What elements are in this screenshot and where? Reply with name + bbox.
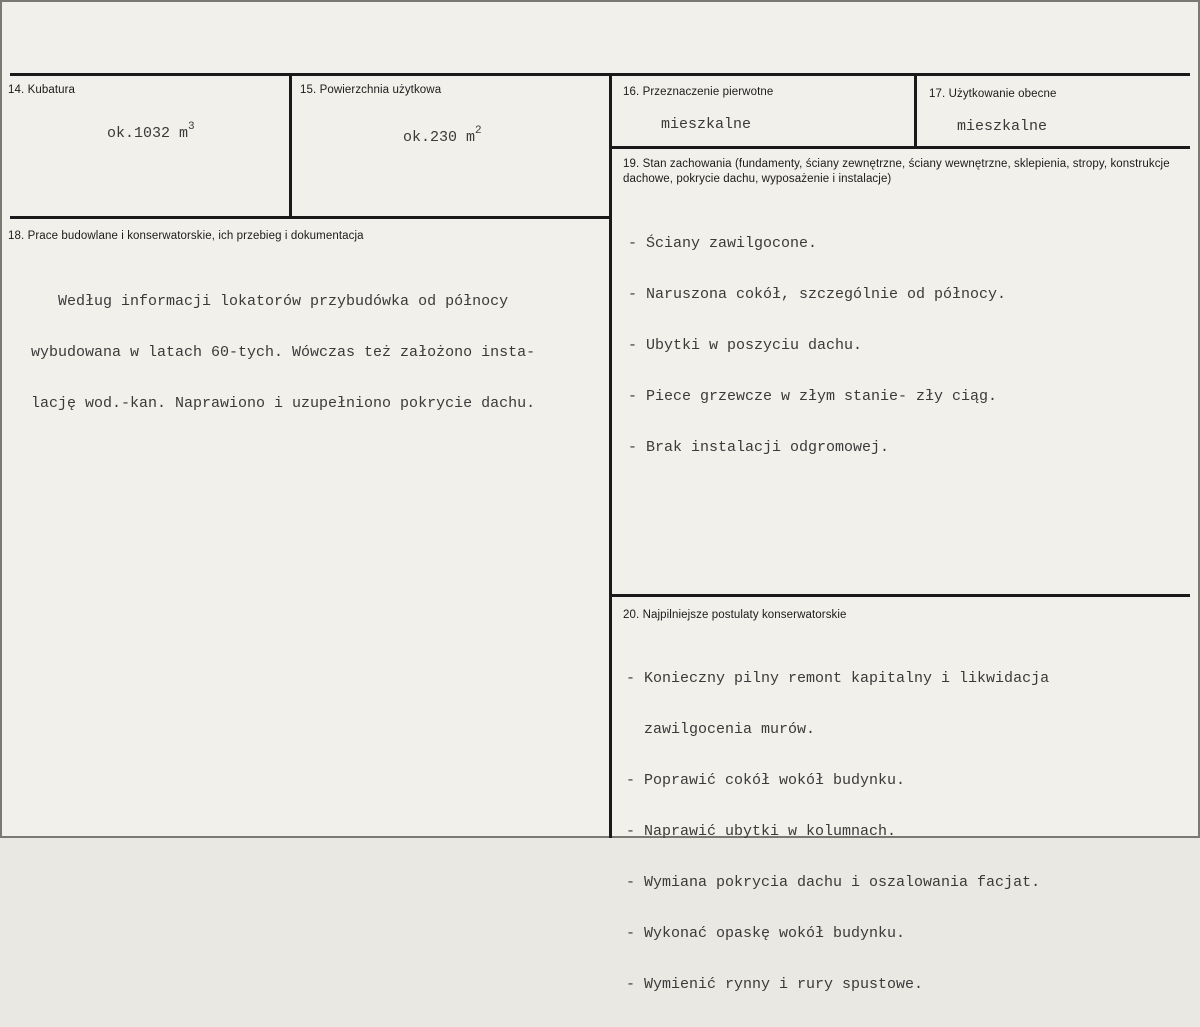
field-16-label: 16. Przeznaczenie pierwotne (623, 86, 774, 98)
field-14-label: 14. Kubatura (8, 84, 76, 96)
postulate-item: - Wykonać opaskę wokół budynku. (626, 925, 906, 942)
rule-16-17-bottom (609, 146, 1190, 149)
condition-item: - Ubytki w poszyciu dachu. (628, 337, 863, 354)
field-18-text (31, 259, 535, 446)
works-line: lację wod.-kan. Naprawiono i uzupełniono pokrycie dachu. (31, 395, 536, 412)
field-20-label: 20. Najpilniejsze postulaty konserwatorskie (623, 609, 847, 621)
condition-item: - Brak instalacji odgromowej. (628, 439, 890, 456)
rule-top (10, 73, 1190, 76)
kubatura-value: ok.1032 m (107, 125, 189, 142)
field-14-value (71, 108, 195, 161)
postulate-item: - Konieczny pilny remont kapitalny i likwidacja (626, 670, 1050, 687)
postulate-item: - Naprawić ubytki w kolumnach. (626, 823, 897, 840)
postulate-item: - Poprawić cokół wokół budynku. (626, 772, 906, 789)
rule-14-15-bottom (10, 216, 612, 219)
postulate-item: - Wymienić rynny i rury spustowe. (626, 976, 924, 993)
field-15-label: 15. Powierzchnia użytkowa (300, 84, 442, 96)
condition-item: - Piece grzewcze w złym stanie- zły ciąg. (628, 388, 998, 405)
rule-19-bottom (609, 594, 1190, 597)
condition-item: - Ściany zawilgocone. (628, 235, 818, 252)
field-19-list (628, 201, 1006, 490)
field-19-label: 19. Stan zachowania (fundamenty, ściany zewnętrzne, ściany wewnętrzne, sklepienia, stropy, konstrukcje dachowe, pokrycie dachu, wyposażenie i instalacje) (623, 158, 1170, 185)
rule-v-main (609, 73, 612, 838)
postulate-item: zawilgocenia murów. (626, 721, 816, 738)
field-18-label: 18. Prace budowlane i konserwatorskie, ich przebieg i dokumentacja (8, 230, 364, 242)
field-17-value: mieszkalne (957, 118, 1048, 135)
kubatura-unit-exponent: 3 (188, 121, 195, 133)
condition-item: - Naruszona cokół, szczególnie od północy. (628, 286, 1007, 303)
field-20-list (626, 636, 1049, 1027)
rule-v-14-15 (289, 73, 292, 218)
rule-v-16-17 (914, 73, 917, 148)
field-15-value (367, 112, 482, 165)
works-line: wybudowana w latach 60-tych. Wówczas też założono insta- (31, 344, 536, 361)
area-value: ok.230 m (403, 129, 476, 146)
field-16-value: mieszkalne (661, 116, 752, 133)
works-line: Według informacji lokatorów przybudówka od północy (31, 293, 509, 310)
field-17-label: 17. Użytkowanie obecne (929, 88, 1057, 100)
postulate-item: - Wymiana pokrycia dachu i oszalowania facjat. (626, 874, 1041, 891)
area-unit-exponent: 2 (475, 125, 482, 137)
